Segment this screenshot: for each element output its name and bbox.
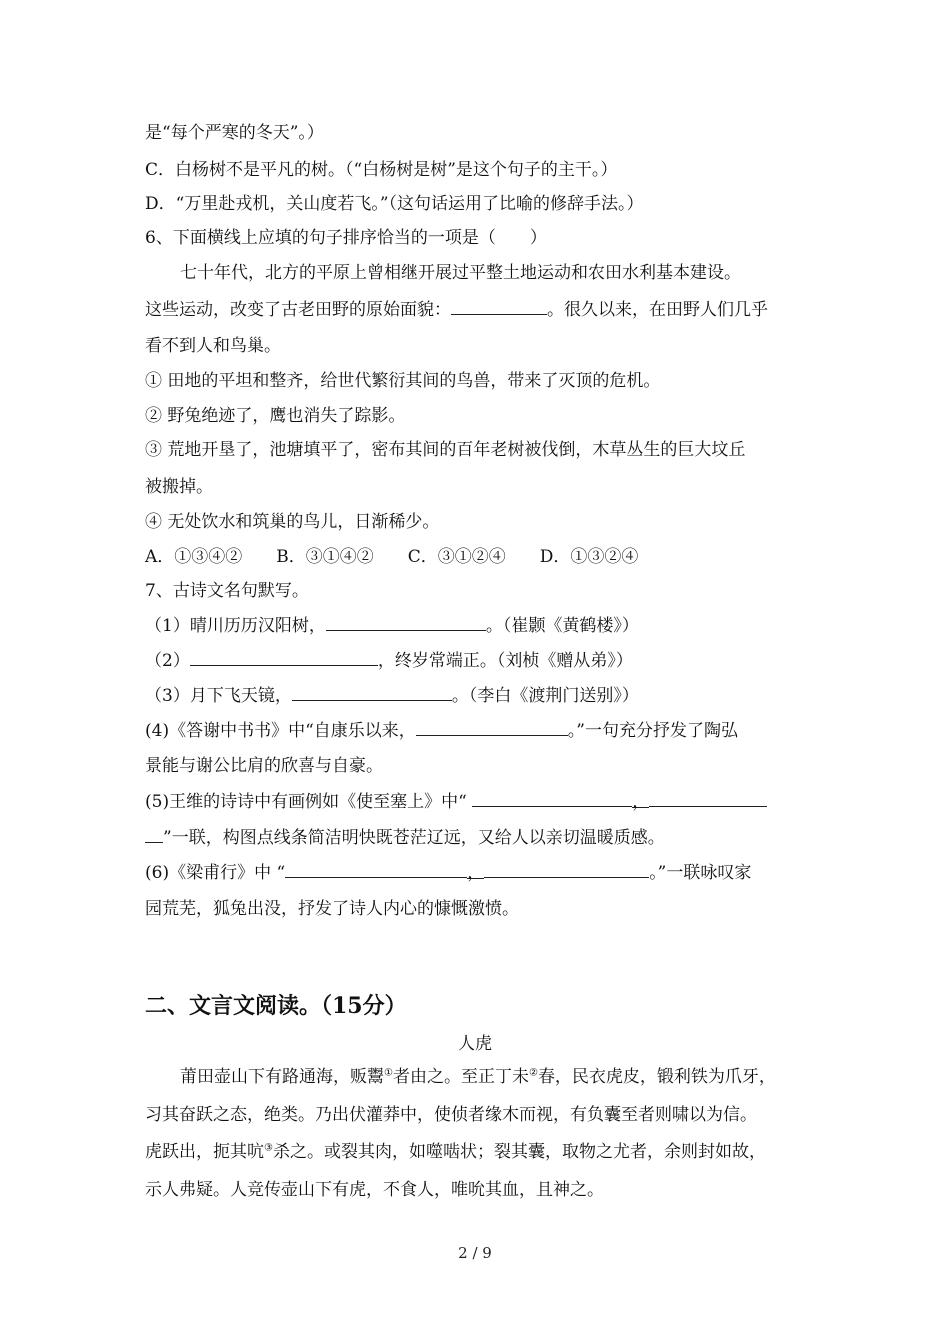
- recitation-3: [145, 684, 639, 707]
- recitation-4: [145, 719, 738, 742]
- recitation-text: (6)《梁甫行》中 “: [145, 863, 286, 883]
- recitation-6: [145, 861, 751, 884]
- sentence-option-3-cont: 被搬掉。: [145, 477, 213, 497]
- footnote-marker: ②: [528, 1067, 538, 1079]
- sentence-option-3: ③ 荒地开垦了，池塘填平了，密布其间的百年老树被伐倒，木草丛生的巨大坟丘: [145, 440, 746, 460]
- answer-blank[interactable]: [285, 861, 467, 878]
- passage-line: 看不到人和鸟巢。: [145, 336, 281, 356]
- answer-choices: A．①③④② B．③①④② C．③①②④ D．①③②④: [145, 547, 639, 567]
- text-line: 是“每个严寒的冬天”。）: [145, 123, 324, 143]
- answer-blank[interactable]: [326, 614, 486, 631]
- passage-text: 者由之。至正丁未: [392, 1067, 529, 1087]
- answer-blank[interactable]: [145, 826, 163, 843]
- passage-text: 虎跃出，扼其吭: [145, 1142, 264, 1162]
- option-d: D．“万里赴戎机，关山度若飞。”（这句话运用了比喻的修辞手法。）: [145, 194, 644, 214]
- passage-text: 春，民衣虎皮，锻利铁为爪牙，: [537, 1067, 776, 1087]
- recitation-5-cont: [145, 826, 665, 849]
- recitation-1: [145, 614, 639, 637]
- recitation-text: 。”一句充分抒发了陶弘: [567, 721, 738, 741]
- question-7: 7、古诗文名句默写。: [145, 581, 309, 601]
- recitation-5: [145, 790, 767, 813]
- section-heading: 二、文言文阅读。（15分）: [145, 993, 407, 1019]
- blank-comma: ，: [467, 863, 485, 883]
- answer-blank[interactable]: [649, 790, 767, 807]
- classical-passage-line: [145, 1141, 766, 1163]
- footnote-marker: ①: [384, 1067, 393, 1079]
- answer-blank[interactable]: [472, 790, 632, 807]
- passage-line: [145, 298, 768, 321]
- recitation-text: ，终岁常端正。（刘桢《赠从弟》）: [377, 651, 633, 671]
- classical-passage-line: [180, 1066, 776, 1088]
- recitation-text: （3）月下飞天镜，: [145, 686, 292, 706]
- passage-title: 人虎: [458, 1034, 492, 1054]
- recitation-text: (5)王维的诗诗中有画例如《使至塞上》中“: [145, 792, 473, 812]
- page-number: 2 / 9: [458, 1244, 492, 1262]
- question-6: 6、下面横线上应填的句子排序恰当的一项是（ ）: [145, 228, 547, 248]
- recitation-text: (4)《答谢中书书》中“自康乐以来，: [145, 721, 416, 741]
- recitation-text: （1）晴川历历汉阳树，: [145, 616, 326, 636]
- recitation-text: 。”一联咏叹家: [649, 863, 752, 883]
- recitation-text: （2）: [145, 651, 190, 671]
- passage-text: 。很久以来，在田野人们几乎: [547, 300, 768, 320]
- recitation-2: [145, 649, 633, 672]
- passage-text: 这些运动，改变了古老田野的原始面貌：: [145, 300, 451, 320]
- recitation-text: ”一联，构图点线条简洁明快既苍茫辽远，又给人以亲切温暖质感。: [163, 828, 665, 848]
- recitation-6-cont: 园荒芜，狐兔出没，抒发了诗人内心的慷慨激愤。: [145, 899, 519, 919]
- footnote-marker: ③: [264, 1142, 273, 1154]
- recitation-text: 。（李白《渡荆门送别》）: [451, 686, 639, 706]
- passage-line: 七十年代，北方的平原上曾相继开展过平整土地运动和农田水利基本建设。: [180, 263, 741, 283]
- passage-text: 杀之。或裂其肉，如噬啮状；裂其囊，取物之尤者，余则封如故，: [272, 1142, 766, 1162]
- sentence-option-4: ④ 无处饮水和筑巢的鸟儿，日渐稀少。: [145, 512, 440, 532]
- answer-blank[interactable]: [484, 861, 649, 878]
- sentence-option-1: ① 田地的平坦和整齐，给世代繁衍其间的鸟兽，带来了灭顶的危机。: [145, 371, 661, 391]
- recitation-4-cont: 景能与谢公比肩的欣喜与自豪。: [145, 756, 383, 776]
- recitation-text: 。（崔颢《黄鹤楼》）: [485, 616, 639, 636]
- sentence-option-2: ② 野兔绝迹了，鹰也消失了踪影。: [145, 406, 406, 426]
- classical-passage-line: 示人弗疑。人竞传壶山下有虎，不食人，唯吮其血，且神之。: [145, 1180, 604, 1200]
- answer-blank[interactable]: [190, 649, 378, 666]
- option-c: C．白杨树不是平凡的树。（“白杨树是树”是这个句子的主干。）: [145, 160, 618, 180]
- blank-comma: ，: [632, 792, 650, 812]
- answer-blank[interactable]: [292, 684, 452, 701]
- classical-passage-line: 习其奋跃之态，绝类。乃出伏灌莽中，使侦者缘木而视，有负囊至者则啸以为信。: [145, 1105, 757, 1125]
- answer-blank[interactable]: [451, 298, 547, 315]
- answer-blank[interactable]: [416, 719, 568, 736]
- passage-text: 莆田壶山下有路通海，贩鬻: [180, 1067, 384, 1087]
